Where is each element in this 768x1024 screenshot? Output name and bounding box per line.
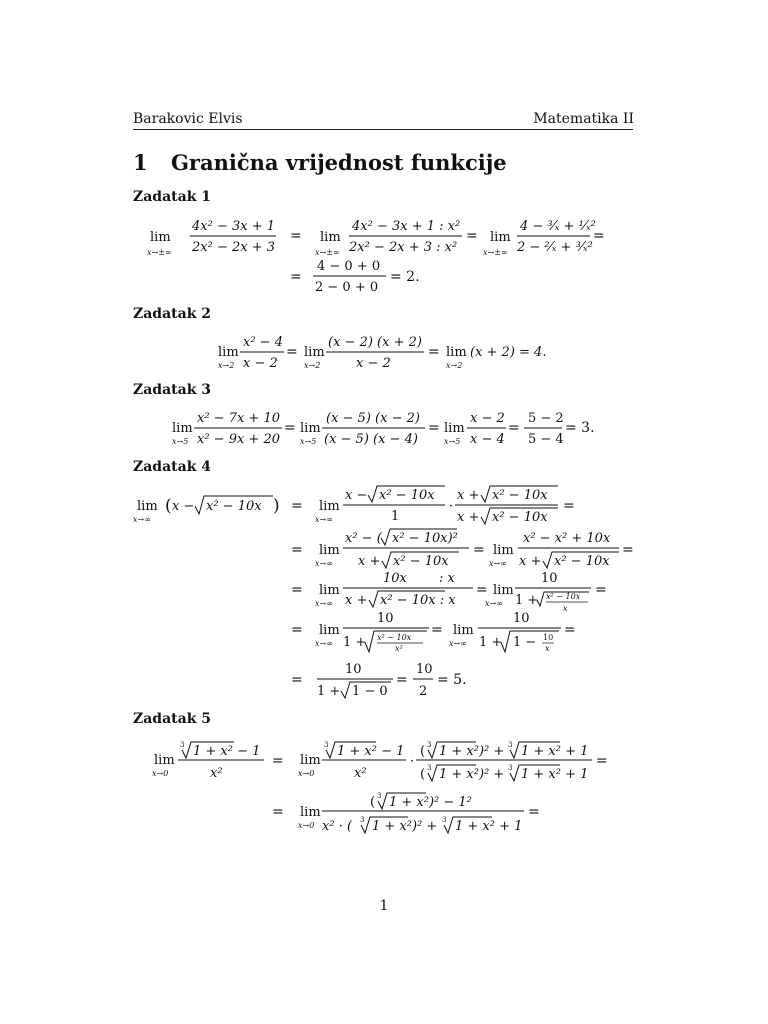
svg-text:x→2: x→2 <box>218 361 235 370</box>
svg-text:4 − ³⁄ₓ + ¹⁄ₓ²: 4 − ³⁄ₓ + ¹⁄ₓ² <box>520 219 596 234</box>
svg-text:x +: x + <box>345 593 368 608</box>
svg-text:x² − 10x: x² − 10x <box>554 554 610 569</box>
task-2-equation <box>218 332 578 374</box>
svg-text:lim: lim <box>490 230 511 245</box>
svg-text:4x² − 3x + 1 : x²: 4x² − 3x + 1 : x² <box>352 219 461 234</box>
header-rule <box>133 129 633 130</box>
svg-text:1 + x² − 1: 1 + x² − 1 <box>193 744 261 759</box>
section-heading <box>133 150 507 175</box>
svg-text:=: = <box>291 498 303 514</box>
task-3-label: Zadatak 3 <box>133 382 212 398</box>
svg-text:3: 3 <box>508 741 513 749</box>
svg-text:1 +: 1 + <box>515 593 539 608</box>
svg-text:x→∞: x→∞ <box>315 599 333 608</box>
svg-text:2: 2 <box>419 684 428 699</box>
svg-text:x→∞: x→∞ <box>315 515 333 524</box>
svg-text:x→0: x→0 <box>298 769 315 778</box>
svg-text:=: = <box>466 228 478 244</box>
svg-text:=: = <box>272 804 284 820</box>
svg-text:=: = <box>595 582 607 598</box>
svg-text:(: ( <box>370 795 376 810</box>
svg-text:(: ( <box>165 496 172 516</box>
svg-text:x→5: x→5 <box>172 437 189 446</box>
svg-text:x→∞: x→∞ <box>485 599 503 608</box>
svg-text:x +: x + <box>457 510 480 525</box>
svg-text:=: = <box>431 622 443 638</box>
svg-text:x² − 10x: x² − 10x <box>379 488 435 503</box>
svg-text:3: 3 <box>442 816 447 824</box>
svg-text:lim: lim <box>150 230 171 245</box>
svg-text:x +: x + <box>457 488 480 503</box>
svg-text:3: 3 <box>324 741 329 749</box>
svg-text:x→∞: x→∞ <box>315 559 333 568</box>
svg-text:1 + x² − 1: 1 + x² − 1 <box>337 744 405 759</box>
task-5-label: Zadatak 5 <box>133 711 212 727</box>
page-number: 1 <box>379 898 389 914</box>
svg-text:x² − 10x: x² − 10x <box>393 554 449 569</box>
task-4-label: Zadatak 4 <box>133 459 212 475</box>
svg-text:1 + x²)² +: 1 + x²)² + <box>439 767 505 782</box>
svg-text:10: 10 <box>541 571 558 586</box>
svg-text:10: 10 <box>377 611 394 626</box>
svg-text:1 + x² + 1: 1 + x² + 1 <box>455 819 523 834</box>
svg-text:=: = <box>286 344 298 360</box>
svg-text:x² − 10x: x² − 10x <box>492 510 548 525</box>
svg-text:x→0: x→0 <box>152 769 169 778</box>
svg-text:=: = <box>396 672 408 688</box>
task-3-equation <box>172 408 612 450</box>
svg-text:1 + x² + 1: 1 + x² + 1 <box>521 767 589 782</box>
svg-text:x→∞: x→∞ <box>315 639 333 648</box>
svg-text:x² − 10x: x² − 10x <box>492 488 548 503</box>
section-number: 1 <box>133 150 148 175</box>
task-2-label: Zadatak 2 <box>133 306 212 322</box>
svg-text:3: 3 <box>427 741 432 749</box>
svg-text:x²: x² <box>395 644 403 653</box>
svg-text:x² − x² + 10x: x² − x² + 10x <box>523 531 611 546</box>
svg-text:1 +: 1 + <box>479 635 503 650</box>
svg-text:lim: lim <box>172 421 193 436</box>
svg-text:10: 10 <box>345 662 362 677</box>
svg-text:=: = <box>428 420 440 436</box>
svg-text:3: 3 <box>360 816 365 824</box>
svg-text:1 −: 1 − <box>513 635 537 650</box>
svg-text:5 − 4: 5 − 4 <box>528 432 564 447</box>
svg-text:(x − 5) (x − 4): (x − 5) (x − 4) <box>324 432 418 447</box>
svg-text:·: · <box>410 754 415 769</box>
svg-text:x² − 9x + 20: x² − 9x + 20 <box>197 432 281 447</box>
svg-text:= 2.: = 2. <box>390 269 420 285</box>
svg-text:x² − 10x: x² − 10x <box>377 633 412 642</box>
svg-text:lim: lim <box>319 543 340 558</box>
svg-text:x² − 10x: x² − 10x <box>546 592 581 601</box>
svg-text:=: = <box>291 672 303 688</box>
svg-text:: x: : x <box>439 571 455 586</box>
svg-text:(: ( <box>420 744 426 759</box>
svg-text:x→∞: x→∞ <box>449 639 467 648</box>
svg-text:(x − 2) (x + 2): (x − 2) (x + 2) <box>328 335 422 350</box>
svg-text:x − 4: x − 4 <box>470 432 505 447</box>
svg-text:1 + x²)² − 1²: 1 + x²)² − 1² <box>389 795 472 810</box>
svg-text:lim: lim <box>319 499 340 514</box>
svg-text:10: 10 <box>543 633 554 642</box>
svg-text:lim: lim <box>320 230 341 245</box>
svg-text:=: = <box>473 542 485 558</box>
task-4-equation <box>133 484 638 699</box>
svg-text:= 5.: = 5. <box>437 672 467 688</box>
svg-text:x² − 7x + 10: x² − 7x + 10 <box>197 411 281 426</box>
task-1-equation <box>147 215 630 295</box>
svg-text:): ) <box>273 496 280 516</box>
svg-text:x→±∞: x→±∞ <box>483 248 508 257</box>
svg-text:x² − 10x)²: x² − 10x)² <box>392 531 458 546</box>
svg-text:x − 2: x − 2 <box>243 356 278 371</box>
svg-text:2 − ²⁄ₓ + ³⁄ₓ²: 2 − ²⁄ₓ + ³⁄ₓ² <box>517 240 593 255</box>
svg-text:x² − 10x: x² − 10x <box>206 499 262 514</box>
svg-text:lim: lim <box>453 623 474 638</box>
svg-text:x² − (: x² − ( <box>345 531 382 546</box>
svg-text:·: · <box>449 499 454 514</box>
svg-text:x: x <box>563 604 568 613</box>
svg-text:(: ( <box>420 767 426 782</box>
svg-text:x − 2: x − 2 <box>470 411 505 426</box>
svg-text:lim: lim <box>446 345 467 360</box>
svg-text:1 +: 1 + <box>317 684 341 699</box>
svg-text:x→0: x→0 <box>298 821 315 830</box>
svg-text:3: 3 <box>508 764 513 772</box>
svg-text:x→2: x→2 <box>304 361 321 370</box>
svg-text:x² · (: x² · ( <box>322 819 353 834</box>
header-course: Matematika II <box>533 111 634 127</box>
svg-text:lim: lim <box>304 345 325 360</box>
svg-text:1 + x²)² +: 1 + x²)² + <box>439 744 505 759</box>
svg-text:=: = <box>563 498 575 514</box>
svg-text:1 +: 1 + <box>343 635 367 650</box>
svg-text:=: = <box>622 542 634 558</box>
svg-text:lim: lim <box>137 499 158 514</box>
svg-text:=: = <box>291 542 303 558</box>
svg-text:lim: lim <box>218 345 239 360</box>
task-5-equation <box>152 738 622 848</box>
svg-text:=: = <box>428 344 440 360</box>
svg-text:10x: 10x <box>383 571 407 586</box>
svg-text:lim: lim <box>154 753 175 768</box>
svg-text:lim: lim <box>493 583 514 598</box>
svg-text:lim: lim <box>319 623 340 638</box>
svg-text:2x² − 2x + 3 : x²: 2x² − 2x + 3 : x² <box>349 240 458 255</box>
svg-text:lim: lim <box>444 421 465 436</box>
svg-text:=: = <box>291 622 303 638</box>
svg-text:=: = <box>284 420 296 436</box>
svg-text:x − 2: x − 2 <box>356 356 391 371</box>
task-1-label: Zadatak 1 <box>133 189 212 205</box>
svg-text:x→5: x→5 <box>444 437 461 446</box>
svg-text:=: = <box>528 804 540 820</box>
svg-text:=: = <box>291 582 303 598</box>
svg-text:2x² − 2x + 3: 2x² − 2x + 3 <box>192 240 276 255</box>
svg-text:x² − 10x : x: x² − 10x : x <box>380 593 456 608</box>
svg-text:=: = <box>290 228 302 244</box>
svg-text:3: 3 <box>180 741 185 749</box>
svg-text:lim: lim <box>300 753 321 768</box>
svg-text:x→2: x→2 <box>446 361 463 370</box>
svg-text:lim: lim <box>319 583 340 598</box>
svg-text:3: 3 <box>377 792 382 800</box>
svg-text:=: = <box>564 622 576 638</box>
svg-text:x→±∞: x→±∞ <box>315 248 340 257</box>
svg-text:10: 10 <box>416 662 433 677</box>
svg-text:(x + 2) = 4.: (x + 2) = 4. <box>470 345 547 360</box>
svg-text:(x − 5) (x − 2): (x − 5) (x − 2) <box>326 411 420 426</box>
svg-text:1: 1 <box>391 509 400 524</box>
svg-text:10: 10 <box>513 611 530 626</box>
svg-text:x +: x + <box>519 554 542 569</box>
svg-text:1 + x² + 1: 1 + x² + 1 <box>521 744 589 759</box>
svg-text:x −: x − <box>345 488 368 503</box>
svg-text:=: = <box>508 420 520 436</box>
svg-text:x→5: x→5 <box>300 437 317 446</box>
svg-text:4 − 0 + 0: 4 − 0 + 0 <box>317 259 381 274</box>
svg-text:x +: x + <box>358 554 381 569</box>
svg-text:4x² − 3x + 1: 4x² − 3x + 1 <box>192 219 276 234</box>
svg-text:=: = <box>290 269 302 285</box>
svg-text:x→∞: x→∞ <box>133 515 151 524</box>
section-title: Granična vrijednost funkcije <box>171 150 507 175</box>
svg-text:lim: lim <box>300 421 321 436</box>
svg-text:=: = <box>476 582 488 598</box>
svg-text:x→±∞: x→±∞ <box>147 248 172 257</box>
svg-text:1 − 0: 1 − 0 <box>352 684 388 699</box>
svg-text:lim: lim <box>493 543 514 558</box>
svg-text:=: = <box>593 228 605 244</box>
svg-text:3: 3 <box>427 764 432 772</box>
svg-text:lim: lim <box>300 805 321 820</box>
svg-text:x² − 4: x² − 4 <box>243 335 283 350</box>
svg-text:x→∞: x→∞ <box>489 559 507 568</box>
svg-text:= 3.: = 3. <box>565 420 595 436</box>
svg-text:=: = <box>272 753 284 769</box>
svg-text:x²: x² <box>354 766 367 781</box>
svg-text:x²: x² <box>210 766 223 781</box>
svg-text:2 − 0 + 0: 2 − 0 + 0 <box>315 280 379 295</box>
svg-text:1 + x²)² +: 1 + x²)² + <box>372 819 438 834</box>
svg-text:x: x <box>545 644 550 653</box>
svg-text:=: = <box>596 753 608 769</box>
svg-text:x −: x − <box>172 499 195 514</box>
header-author: Barakovic Elvis <box>133 111 243 127</box>
svg-text:5 − 2: 5 − 2 <box>528 411 564 426</box>
